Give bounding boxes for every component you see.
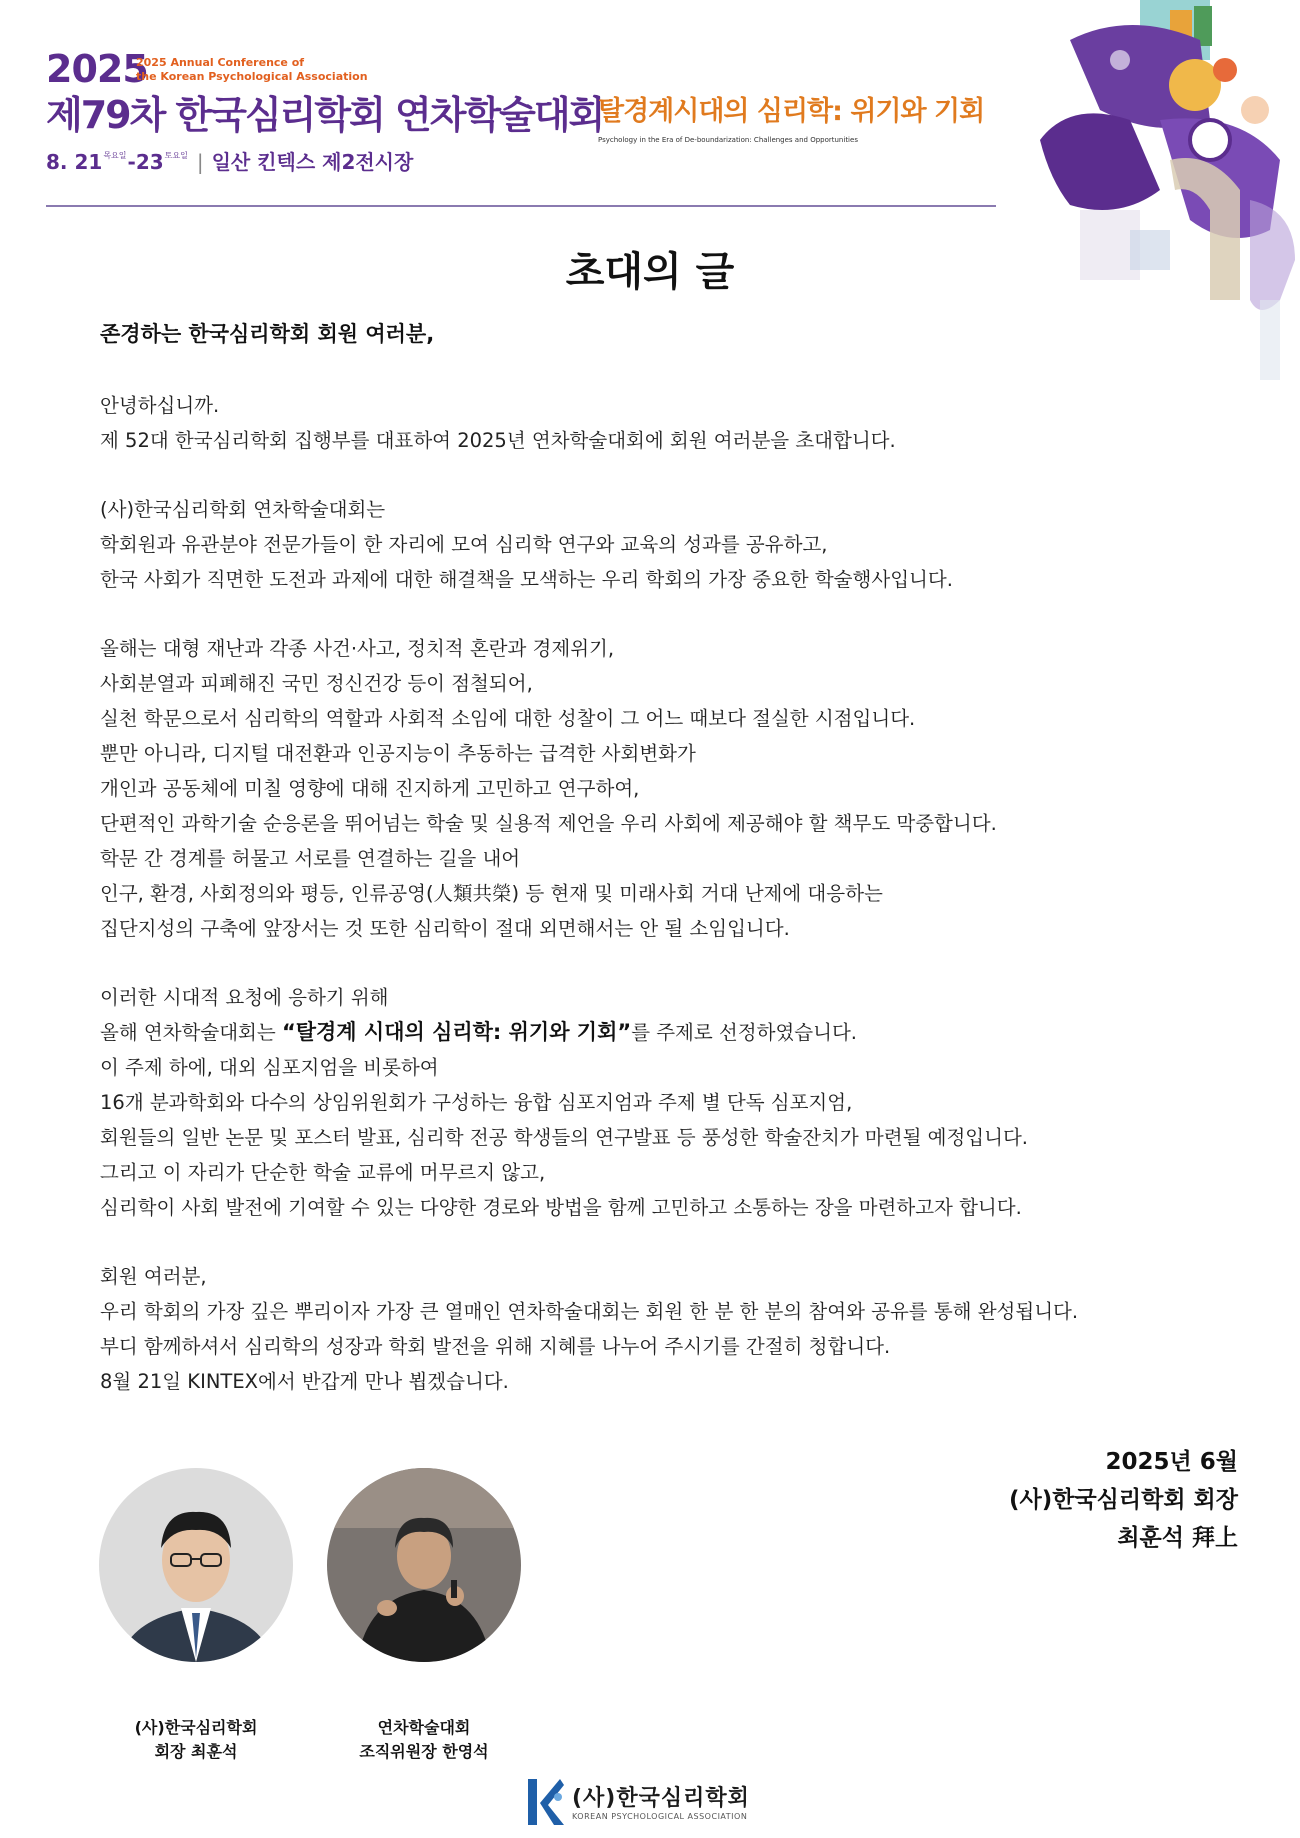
theme-suffix: 를 주제로 선정하였습니다. bbox=[631, 1021, 857, 1044]
text-line: 개인과 공동체에 미칠 영향에 대해 진지하게 고민하고 연구하여, bbox=[100, 777, 640, 800]
text-line: 학회원과 유관분야 전문가들이 한 자리에 모여 심리학 연구와 교육의 성과를 공유하고, bbox=[100, 533, 828, 556]
date-separator: - bbox=[127, 150, 136, 174]
divider: | bbox=[196, 150, 204, 174]
paragraph-2 bbox=[100, 492, 1230, 597]
conference-title: 제79차 한국심리학회 연차학술대회 bbox=[46, 93, 604, 137]
text-line: 부디 함께하셔서 심리학의 성장과 학회 발전을 위해 지혜를 나누어 주시기를 간절히 청합니다. bbox=[100, 1335, 891, 1358]
association-logo-icon bbox=[526, 1777, 566, 1827]
text-line: 실천 학문으로서 심리학의 역할과 사회적 소임에 대한 성찰이 그 어느 때보다 절실한 시점입니다. bbox=[100, 707, 916, 730]
conference-theme-english: Psychology in the Era of De-boundarization: Challenges and Opportunities bbox=[598, 136, 858, 144]
paragraph-5 bbox=[100, 1259, 1230, 1399]
signature-date: 2025년 6월 bbox=[1105, 1449, 1238, 1475]
text-line: 16개 분과학회와 다수의 상임위원회가 구성하는 융합 심포지엄과 주제 별 단독 심포지엄, bbox=[100, 1091, 853, 1114]
signature-name: 최훈석 拜上 bbox=[1117, 1525, 1238, 1551]
date-end-day: 토요일 bbox=[164, 151, 188, 160]
paragraph-3 bbox=[100, 631, 1230, 946]
text-line: 한국 사회가 직면한 도전과 과제에 대한 해결책을 모색하는 우리 학회의 가장 중요한 학술행사입니다. bbox=[100, 568, 953, 591]
conference-year: 2025 bbox=[46, 47, 148, 91]
signature-role: (사)한국심리학회 회장 bbox=[1009, 1487, 1238, 1513]
letter-title: 초대의 글 bbox=[565, 249, 735, 295]
president-photo bbox=[99, 1468, 293, 1662]
text-line: 단편적인 과학기술 순응론을 뛰어넘는 학술 및 실용적 제언을 우리 사회에 제공해야 할 책무도 막중합니다. bbox=[100, 812, 997, 835]
conference-english-title bbox=[136, 56, 368, 84]
caption-line: 조직위원장 한영석 bbox=[359, 1742, 489, 1761]
signature-block bbox=[1009, 1443, 1238, 1557]
date-end: 23 bbox=[135, 150, 164, 174]
paragraph-1 bbox=[100, 388, 1230, 458]
conference-theme: 탈경계시대의 심리학: 위기와 기회 bbox=[598, 96, 985, 127]
letter-greeting: 존경하는 한국심리학회 회원 여러분, bbox=[100, 322, 435, 346]
text-line: (사)한국심리학회 연차학술대회는 bbox=[100, 498, 386, 521]
text-line: 이러한 시대적 요청에 응하기 위해 bbox=[100, 986, 389, 1009]
english-title-line1: 2025 Annual Conference of bbox=[136, 56, 305, 69]
caption-line: 회장 최훈석 bbox=[154, 1742, 238, 1761]
president-caption bbox=[76, 1716, 316, 1764]
letter-body bbox=[100, 388, 1230, 1433]
english-title-line2: the Korean Psychological Association bbox=[136, 70, 368, 83]
caption-line: (사)한국심리학회 bbox=[134, 1718, 258, 1737]
text-line: 회원들의 일반 논문 및 포스터 발표, 심리학 전공 학생들의 연구발표 등 풍성한 학술잔치가 마련될 예정입니다. bbox=[100, 1126, 1029, 1149]
date-start: 8. 21 bbox=[46, 150, 103, 174]
caption-line: 연차학술대회 bbox=[377, 1718, 471, 1737]
text-line: 제 52대 한국심리학회 집행부를 대표하여 2025년 연차학술대회에 회원 여러분을 초대합니다. bbox=[100, 429, 896, 452]
text-line: 이 주제 하에, 대외 심포지엄을 비롯하여 bbox=[100, 1056, 439, 1079]
text-line: 8월 21일 KINTEX에서 반갑게 만나 뵙겠습니다. bbox=[100, 1370, 509, 1393]
text-line: 사회분열과 피폐해진 국민 정신건강 등이 점철되어, bbox=[100, 672, 533, 695]
organizing-chair-photo bbox=[327, 1468, 521, 1662]
organizing-chair-caption bbox=[304, 1716, 544, 1764]
text-line: 학문 간 경계를 허물고 서로를 연결하는 길을 내어 bbox=[100, 847, 521, 870]
theme-emphasis: “탈경계 시대의 심리학: 위기와 기회” bbox=[281, 1020, 632, 1044]
paragraph-4 bbox=[100, 980, 1230, 1225]
theme-prefix: 올해 연차학술대회는 bbox=[100, 1021, 282, 1044]
text-line: 집단지성의 구축에 앞장서는 것 또한 심리학이 절대 외면해서는 안 될 소임입니다. bbox=[100, 917, 790, 940]
text-line: 그리고 이 자리가 단순한 학술 교류에 머무르지 않고, bbox=[100, 1161, 546, 1184]
association-logo-name: (사)한국심리학회 bbox=[572, 1786, 750, 1811]
text-line: 올해는 대형 재난과 각종 사건·사고, 정치적 혼란과 경제위기, bbox=[100, 637, 615, 660]
header-divider bbox=[46, 205, 996, 207]
text-line: 뿐만 아니라, 디지털 대전환과 인공지능이 추동하는 급격한 사회변화가 bbox=[100, 742, 696, 765]
date-start-day: 목요일 bbox=[103, 151, 127, 160]
text-line: 안녕하십니까. bbox=[100, 394, 220, 417]
text-line-theme bbox=[100, 1015, 1230, 1050]
association-logo-english: KOREAN PSYCHOLOGICAL ASSOCIATION bbox=[572, 1812, 748, 1821]
venue: 일산 킨텍스 제2전시장 bbox=[211, 150, 414, 174]
text-line: 회원 여러분, bbox=[100, 1265, 207, 1288]
text-line: 우리 학회의 가장 깊은 뿌리이자 가장 큰 열매인 연차학술대회는 회원 한 분 한 분의 참여와 공유를 통해 완성됩니다. bbox=[100, 1300, 1079, 1323]
text-line: 심리학이 사회 발전에 기여할 수 있는 다양한 경로와 방법을 함께 고민하고 소통하는 장을 마련하고자 합니다. bbox=[100, 1196, 1022, 1219]
decorative-head-art bbox=[1010, 0, 1300, 392]
conference-date-venue bbox=[46, 152, 413, 172]
text-line: 인구, 환경, 사회정의와 평등, 인류공영(人類共榮) 등 현재 및 미래사회 거대 난제에 대응하는 bbox=[100, 882, 883, 905]
